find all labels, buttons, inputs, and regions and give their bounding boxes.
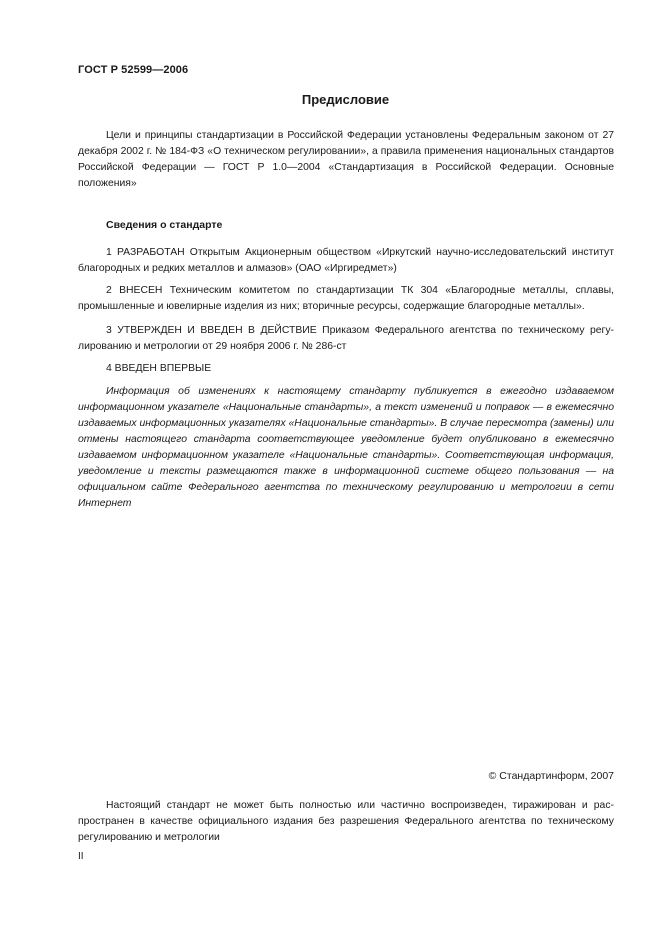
section-heading: Сведения о стандарте (106, 219, 223, 231)
info-item-2: 2 ВНЕСЕН Техническим комитетом по стандартизации ТК 304 «Благородные металлы, сплавы, промышленные и ювелирные изделия из них; вторичные ресурсы, содержащие благородные металлы». (78, 285, 614, 312)
info-item-4: 4 ВВЕДЕН ВПЕРВЫЕ (106, 363, 212, 374)
copyright-line: © Стандартинформ, 2007 (488, 770, 614, 782)
info-item-3: 3 УТВЕРЖДЕН И ВВЕДЕН В ДЕЙСТВИЕ Приказом Федерального агентства по техническому регулированию и метрологии от 29 ноября 2006 г. № 286-ст (78, 325, 614, 352)
page-title: Предисловие (301, 92, 390, 107)
reproduction-notice: Настоящий стандарт не может быть полностью или частично воспроизведен, тиражирован и распространен в качестве официального издания без разрешения Федерального агентства по техническому регулированию и метрологии (78, 800, 614, 843)
document-code: ГОСТ Р 52599—2006 (78, 64, 189, 76)
intro-paragraph: Цели и принципы стандартизации в Российской Федерации установлены Федеральным законом от 27 декабря 2002 г. № 184-ФЗ «О техническом регулировании», а правила применения национальных стандартов Российской Федерации — ГОСТ Р 1.0—2004 «Стандартизация в Российской Федерации. Основные положения» (78, 130, 614, 189)
page-number: II (78, 851, 84, 862)
info-item-1: 1 РАЗРАБОТАН Открытым Акционерным обществом «Иркутский научно-исследовательский институт благородных и редких металлов и алмазов» (ОАО «Иргиредмет») (78, 247, 614, 274)
change-notice-paragraph: Информация об изменениях к настоящему стандарту публикуется в ежегодно издаваемом информационном указателе «Национальные стандарты», а текст изменений и поправок — в ежемесячно издаваемых информационных указателях «Национальные стандарты». В случае пересмотра (замены) или отмены настоящего стандарта соответствующее уведомление будет опубликовано в ежемесячно издаваемом информационном указателе «Национальные стандарты». Соответствующая информация, уведомление и тексты размещаются также в информационной системе общего пользования — на официальном сайте Федерального агентства по техническому регулированию и метрологии в сети Интернет (78, 386, 614, 509)
